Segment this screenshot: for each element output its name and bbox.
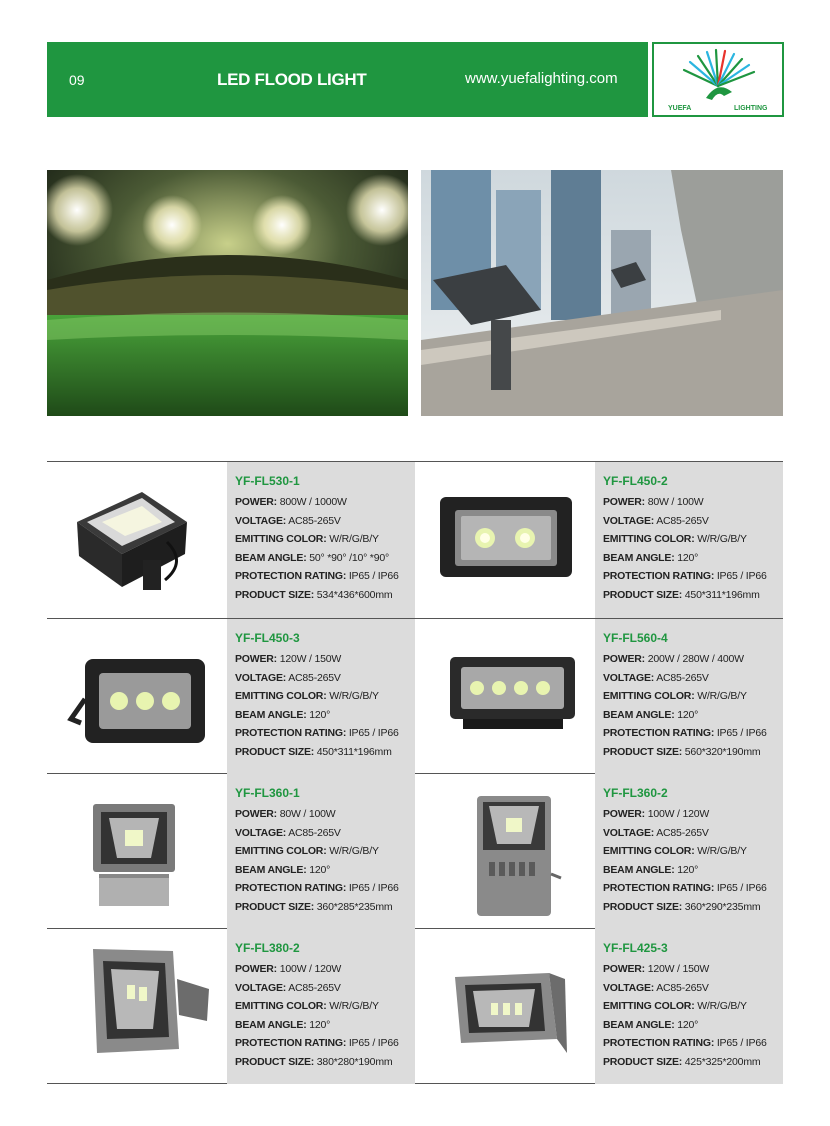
- spec-color: EMITTING COLOR: W/R/G/B/Y: [235, 845, 379, 857]
- website-link[interactable]: www.yuefalighting.com: [465, 70, 618, 87]
- spec-beam: BEAM ANGLE: 120°: [603, 708, 699, 721]
- spec-size: PRODUCT SIZE: 534*436*600mm: [235, 588, 393, 601]
- spec-power: POWER: 120W / 150W: [603, 963, 710, 975]
- svg-text:YUEFA: YUEFA: [668, 105, 692, 112]
- spec-protection: PROTECTION RATING: IP65 / IP66: [603, 1037, 767, 1049]
- product-card: [415, 462, 783, 618]
- spec-size: PRODUCT SIZE: 450*311*196mm: [603, 588, 760, 601]
- product-card: [415, 774, 783, 929]
- spec-protection: PROTECTION RATING: IP65 / IP66: [603, 570, 767, 582]
- product-model: YF-FL360-1: [235, 786, 300, 800]
- spec-size: PRODUCT SIZE: 360*285*235mm: [235, 900, 393, 913]
- stadium-photo: [47, 170, 408, 416]
- product-card: [47, 619, 415, 774]
- spec-color: EMITTING COLOR: W/R/G/B/Y: [603, 690, 747, 702]
- spec-color: EMITTING COLOR: W/R/G/B/Y: [235, 1000, 379, 1012]
- building-rooftop-photo: [421, 170, 783, 416]
- spec-voltage: VOLTAGE: AC85-265V: [235, 981, 341, 994]
- spec-protection: PROTECTION RATING: IP65 / IP66: [235, 882, 399, 894]
- page-number: 09: [69, 72, 85, 88]
- spec-color: EMITTING COLOR: W/R/G/B/Y: [235, 533, 379, 545]
- spec-voltage: VOLTAGE: AC85-265V: [235, 826, 341, 839]
- spec-voltage: VOLTAGE: AC85-265V: [603, 981, 709, 994]
- flood-light-icon: [415, 462, 595, 618]
- spec-power: POWER: 120W / 150W: [235, 653, 342, 665]
- spec-beam: BEAM ANGLE: 120°: [235, 708, 331, 721]
- spec-color: EMITTING COLOR: W/R/G/B/Y: [235, 690, 379, 702]
- spec-beam: BEAM ANGLE: 120°: [235, 863, 331, 876]
- flood-light-icon: [47, 462, 227, 618]
- spec-beam: BEAM ANGLE: 120°: [603, 863, 699, 876]
- spec-power: POWER: 100W / 120W: [603, 808, 710, 820]
- spec-voltage: VOLTAGE: AC85-265V: [603, 826, 709, 839]
- spec-protection: PROTECTION RATING: IP65 / IP66: [235, 727, 399, 739]
- product-model: YF-FL380-2: [235, 941, 300, 955]
- flood-light-icon: [415, 619, 595, 774]
- flood-light-icon: [47, 929, 227, 1084]
- spec-size: PRODUCT SIZE: 450*311*196mm: [235, 745, 392, 758]
- product-model: YF-FL530-1: [235, 474, 300, 488]
- product-model: YF-FL360-2: [603, 786, 668, 800]
- spec-voltage: VOLTAGE: AC85-265V: [235, 671, 341, 684]
- flood-light-icon: [47, 619, 227, 774]
- spec-protection: PROTECTION RATING: IP65 / IP66: [603, 882, 767, 894]
- spec-voltage: VOLTAGE: AC85-265V: [603, 671, 709, 684]
- flood-light-icon: [47, 774, 227, 929]
- spec-power: POWER: 800W / 1000W: [235, 496, 347, 508]
- spec-size: PRODUCT SIZE: 425*325*200mm: [603, 1055, 761, 1068]
- spec-power: POWER: 200W / 280W / 400W: [603, 653, 744, 665]
- spec-beam: BEAM ANGLE: 120°: [603, 1018, 699, 1031]
- product-model: YF-FL425-3: [603, 941, 668, 955]
- spec-voltage: VOLTAGE: AC85-265V: [603, 514, 709, 527]
- spec-size: PRODUCT SIZE: 360*290*235mm: [603, 900, 761, 913]
- product-card: [47, 929, 415, 1084]
- spec-power: POWER: 80W / 100W: [603, 496, 704, 508]
- spec-color: EMITTING COLOR: W/R/G/B/Y: [603, 533, 747, 545]
- spec-protection: PROTECTION RATING: IP65 / IP66: [235, 570, 399, 582]
- spec-size: PRODUCT SIZE: 380*280*190mm: [235, 1055, 393, 1068]
- spec-power: POWER: 100W / 120W: [235, 963, 342, 975]
- flood-light-icon: [415, 929, 595, 1084]
- spec-beam: BEAM ANGLE: 120°: [235, 1018, 331, 1031]
- spec-color: EMITTING COLOR: W/R/G/B/Y: [603, 845, 747, 857]
- spec-beam: BEAM ANGLE: 50° *90° /10° *90°: [235, 551, 389, 564]
- product-card: [47, 462, 415, 618]
- spec-protection: PROTECTION RATING: IP65 / IP66: [603, 727, 767, 739]
- product-model: YF-FL450-3: [235, 631, 300, 645]
- svg-text:LIGHTING: LIGHTING: [734, 105, 768, 112]
- yuefa-logo-icon: [652, 42, 784, 117]
- header-banner: [47, 42, 648, 117]
- product-card: [47, 774, 415, 929]
- spec-power: POWER: 80W / 100W: [235, 808, 336, 820]
- flood-light-icon: [415, 774, 595, 929]
- spec-beam: BEAM ANGLE: 120°: [603, 551, 699, 564]
- product-model: YF-FL560-4: [603, 631, 668, 645]
- spec-voltage: VOLTAGE: AC85-265V: [235, 514, 341, 527]
- spec-color: EMITTING COLOR: W/R/G/B/Y: [603, 1000, 747, 1012]
- spec-size: PRODUCT SIZE: 560*320*190mm: [603, 745, 761, 758]
- product-card: [415, 929, 783, 1084]
- spec-protection: PROTECTION RATING: IP65 / IP66: [235, 1037, 399, 1049]
- product-card: [415, 619, 783, 774]
- product-model: YF-FL450-2: [603, 474, 668, 488]
- page-title: LED FLOOD LIGHT: [217, 70, 367, 89]
